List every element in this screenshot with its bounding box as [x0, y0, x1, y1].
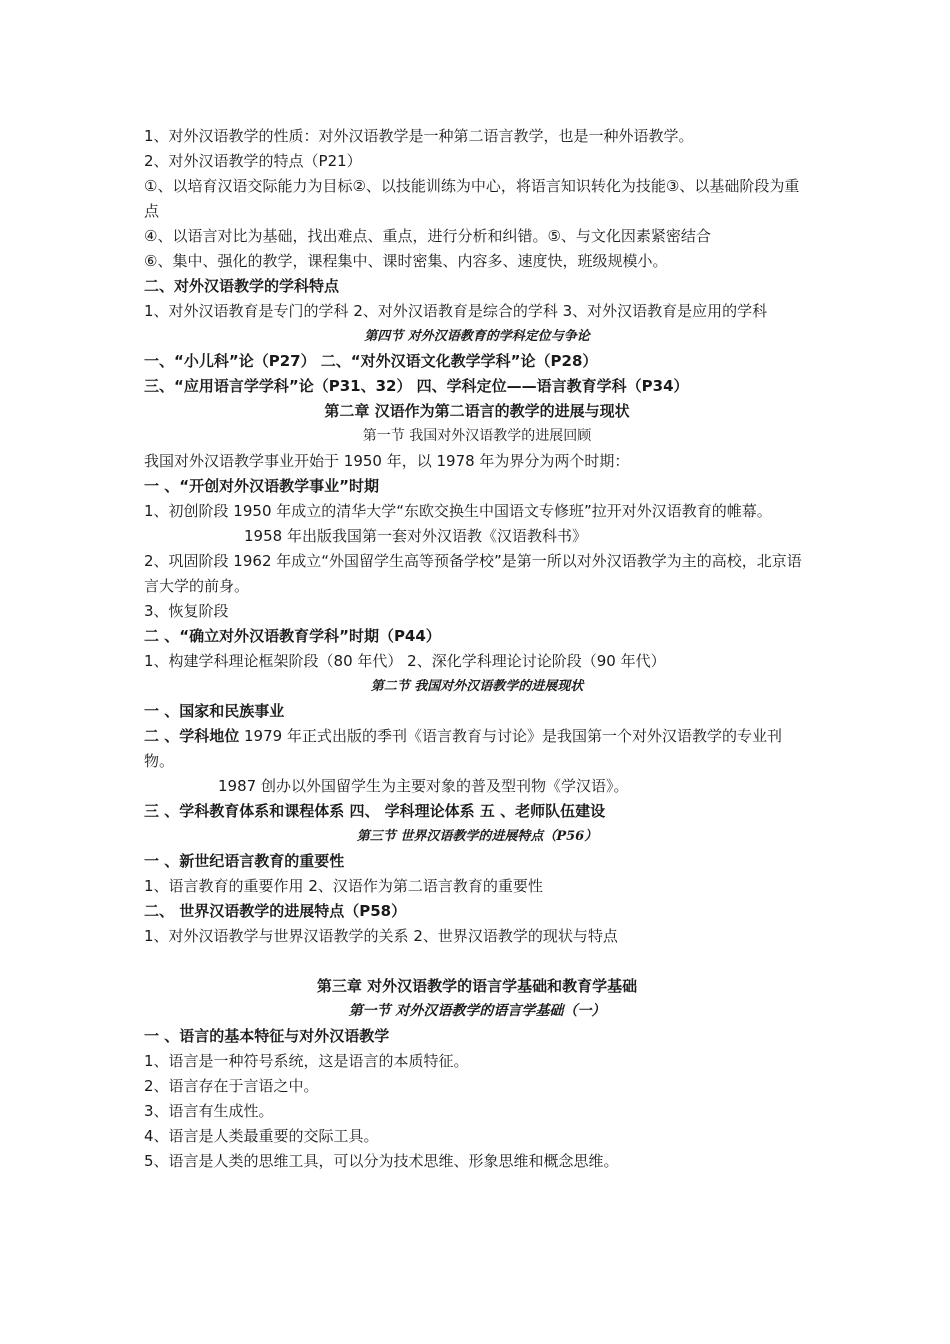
spacer: [144, 949, 810, 974]
text-line: 1、对外汉语教育是专门的学科 2、对外汉语教育是综合的学科 3、对外汉语教育是应用的学科: [144, 302, 768, 320]
document-body: [144, 124, 810, 1174]
text-line: 1、初创阶段 1950 年成立的清华大学“东欧交换生中国语文专修班”拉开对外汉语教育的帷幕。: [144, 502, 772, 520]
text-line: ⑥、集中、强化的教学，课程集中、课时密集、内容多、速度快，班级规模小。: [144, 252, 668, 270]
heading: 一 、国家和民族事业: [144, 702, 285, 720]
text-line: 2、对外汉语教学的特点（P21）: [144, 152, 362, 170]
heading: 二、对外汉语教学的学科特点: [144, 277, 340, 295]
text-line: 1、语言教育的重要作用 2、汉语作为第二语言教育的重要性: [144, 877, 543, 895]
text-line: 2、巩固阶段 1962 年成立“外国留学生高等预备学校”是第一所以对外汉语教学为主的高校，北京语言大学的前身。: [144, 552, 802, 595]
heading: 三、“应用语言学学科”论（P31、32） 四、学科定位——语言教育学科（P34）: [144, 377, 689, 395]
heading: 一 、新世纪语言教育的重要性: [144, 852, 345, 870]
text-inline: 1979 年正式出版的季刊《语言教育与讨论》是我国第一个对外汉语教学的专业刊物。: [144, 727, 782, 770]
text-line: 1、语言是一种符号系统，这是语言的本质特征。: [144, 1052, 469, 1070]
section-title: 第一节 对外汉语教学的语言学基础（一）: [348, 1003, 606, 1019]
text-line: 1、对外汉语教学与世界汉语教学的关系 2、世界汉语教学的现状与特点: [144, 927, 618, 945]
section-title: 第四节 对外汉语教育的学科定位与争论: [364, 329, 590, 344]
chapter-title: 第二章 汉语作为第二语言的教学的进展与现状: [324, 402, 630, 420]
text-line: 5、语言是人类的思维工具，可以分为技术思维、形象思维和概念思维。: [144, 1152, 619, 1170]
text-line: 4、语言是人类最重要的交际工具。: [144, 1127, 379, 1145]
text-line: 我国对外汉语教学事业开始于 1950 年，以 1978 年为界分为两个时期：: [144, 452, 630, 470]
section-title: 第二节 我国对外汉语教学的进展现状: [370, 679, 584, 694]
section-title: 第一节 我国对外汉语教学的进展回顾: [362, 428, 592, 444]
section-title: 第三节 世界汉语教学的进展特点（P56）: [356, 829, 598, 844]
text-line: [144, 724, 810, 774]
text-line: 1987 创办以外国留学生为主要对象的普及型刊物《学汉语》。: [218, 777, 629, 795]
text-line: 2、语言存在于言语之中。: [144, 1077, 319, 1095]
heading: 一 、语言的基本特征与对外汉语教学: [144, 1027, 390, 1045]
heading: 一 、“开创对外汉语教学事业”时期: [144, 477, 379, 495]
heading: 二、 世界汉语教学的进展特点（P58）: [144, 902, 407, 920]
text-line: ①、以培育汉语交际能力为目标②、以技能训练为中心，将语言知识转化为技能③、以基础阶段为重点: [144, 177, 800, 220]
heading: 三 、学科教育体系和课程体系 四、 学科理论体系 五 、老师队伍建设: [144, 802, 606, 820]
heading: 一、“小儿科”论（P27） 二、“对外汉语文化教学学科”论（P28）: [144, 352, 598, 370]
text-line: 1、构建学科理论框架阶段（80 年代） 2、深化学科理论讨论阶段（90 年代）: [144, 652, 666, 670]
text-line: 1、对外汉语教学的性质：对外汉语教学是一种第二语言教学，也是一种外语教学。: [144, 127, 694, 145]
text-line: 3、恢复阶段: [144, 602, 229, 620]
chapter-title: 第三章 对外汉语教学的语言学基础和教育学基础: [316, 977, 638, 995]
text-line: ④、以语言对比为基础，找出难点、重点，进行分析和纠错。⑤、与文化因素紧密结合: [144, 227, 711, 245]
text-line: 1958 年出版我国第一套对外汉语教《汉语教科书》: [244, 527, 587, 545]
heading: 二 、“确立对外汉语教育学科”时期（P44）: [144, 627, 441, 645]
heading-inline: 二 、学科地位: [144, 727, 240, 745]
text-line: 3、语言有生成性。: [144, 1102, 274, 1120]
